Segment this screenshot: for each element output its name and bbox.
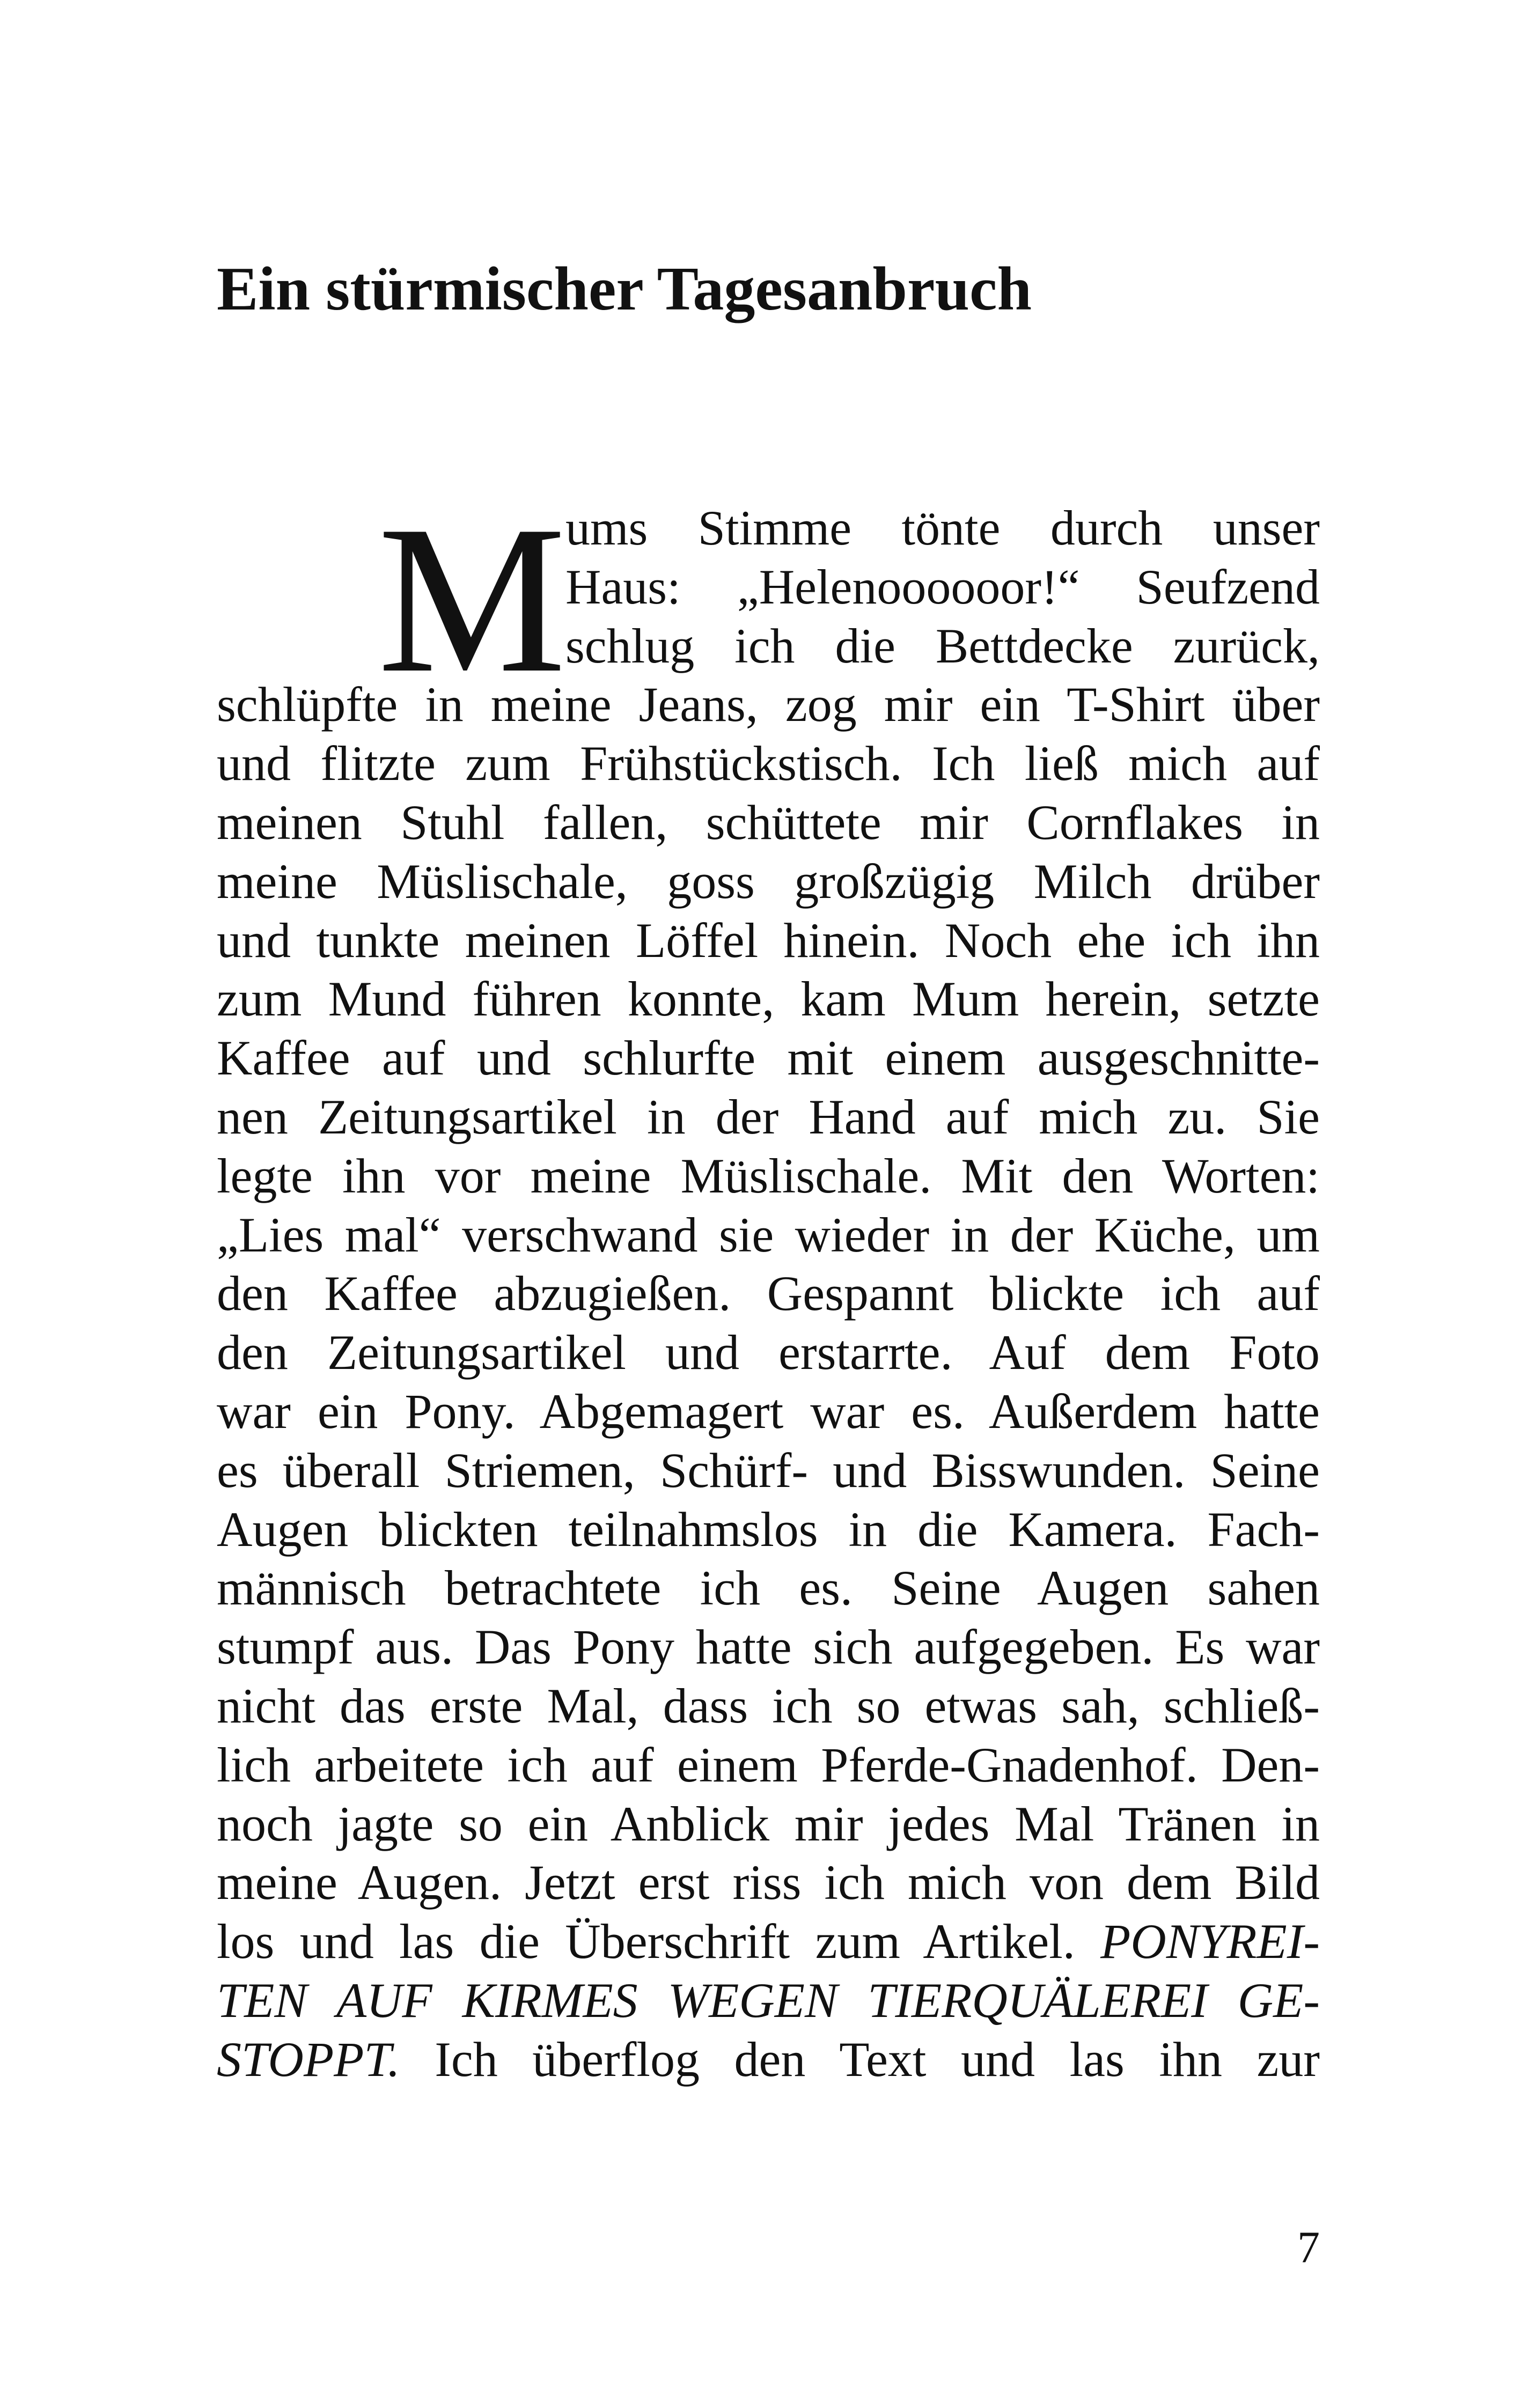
text-line: schlüpfte in meine Jeans, zog mir ein T-Shirt über (217, 677, 1320, 732)
text-segment: los und las die Überschrift zum Artikel. (217, 1914, 1075, 1969)
text-line: meinen Stuhl fallen, schüttete mir Cornflakes in (217, 794, 1320, 850)
text-line: und tunkte meinen Löffel hinein. Noch ehe ich ihn (217, 912, 1320, 968)
text-line: nicht das erste Mal, dass ich so etwas sah, schließ- (217, 1678, 1320, 1733)
text-line: den Kaffee abzugießen. Gespannt blickte ich auf (217, 1266, 1320, 1321)
text-line: meine Augen. Jetzt erst riss ich mich von dem Bild (217, 1855, 1320, 1910)
text-line: den Zeitungsartikel und erstarrte. Auf dem Foto (217, 1325, 1320, 1380)
italic-headline-line: TEN AUF KIRMES WEGEN TIERQUÄLEREI GE- (217, 1972, 1320, 2028)
text-line: „Lies mal“ verschwand sie wieder in der Küche, um (217, 1207, 1320, 1262)
text-line: noch jagte so ein Anblick mir jedes Mal Tränen in (217, 1796, 1320, 1851)
page-number: 7 (1297, 2222, 1320, 2272)
drop-cap: M (378, 482, 567, 717)
text-line: stumpf aus. Das Pony hatte sich aufgegeben. Es war (217, 1619, 1320, 1675)
text-segment: Ich überflog den Text und las ihn zur (435, 2031, 1320, 2087)
text-line: war ein Pony. Abgemagert war es. Außerdem hatte (217, 1383, 1320, 1439)
text-line: legte ihn vor meine Müslischale. Mit den Worten: (217, 1148, 1320, 1203)
story-paragraph (217, 499, 1320, 2089)
text-line: und flitzte zum Frühstückstisch. Ich ließ mich auf (217, 736, 1320, 791)
text-line: meine Müslischale, goss großzügig Milch drüber (217, 853, 1320, 909)
text-line: Kaffee auf und schlurfte mit einem ausgeschnitte- (217, 1030, 1320, 1086)
text-line: Augen blickten teilnahmslos in die Kamera. Fach- (217, 1501, 1320, 1557)
text-line: schlug ich die Bettdecke zurück, (565, 618, 1320, 673)
text-line: ums Stimme tönte durch unser (565, 500, 1320, 555)
text-line: Haus: „Helenoooooor!“ Seufzend (565, 559, 1320, 614)
text-line: nen Zeitungsartikel in der Hand auf mich zu. Sie (217, 1089, 1320, 1144)
text-line: zum Mund führen konnte, kam Mum herein, setzte (217, 971, 1320, 1027)
text-line: männisch betrachtete ich es. Seine Augen sahen (217, 1560, 1320, 1616)
italic-headline-segment: STOPPT. (217, 2031, 400, 2087)
text-line: es überall Striemen, Schürf- und Bisswunden. Seine (217, 1442, 1320, 1498)
chapter-title: Ein stürmischer Tagesanbruch (217, 255, 1032, 323)
text-line: lich arbeitete ich auf einem Pferde-Gnadenhof. Den- (217, 1737, 1320, 1792)
italic-headline-segment: PONYREI- (1100, 1914, 1320, 1969)
text-line (217, 2030, 1320, 2089)
text-line (217, 1912, 1320, 1971)
